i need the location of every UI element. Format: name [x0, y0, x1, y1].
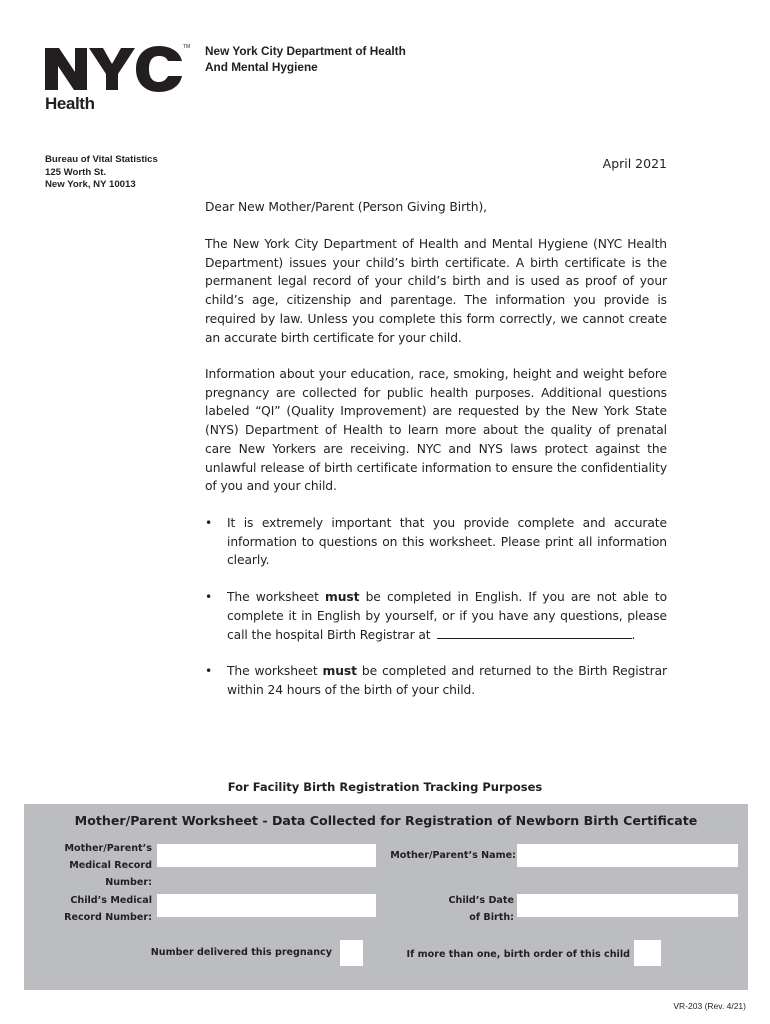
- bullet-symbol: •: [205, 590, 213, 605]
- paragraph-1-text: The New York City Department of Health and Mental Hygiene (NYC Health Department) issues your child’s birth certificate. A birth certificate is the permanent legal record of your child’s birth and is used as proof of your child’s age, citizenship and parentage. The information you provide is required by law. Unless you complete this form correctly, we cannot create an accurate birth certificate for your child.: [205, 237, 667, 345]
- bullet-2-post: be completed in English. If you are not able to complete it in English by yourself, or if you have any questions, please call the hospital Birth Registrar at: [227, 590, 668, 642]
- bullet-2-end: .: [631, 627, 636, 642]
- mother-mrn-label: [24, 840, 152, 891]
- worksheet-title: Mother/Parent Worksheet - Data Collected for Registration of Newborn Birth Certificate: [74, 813, 698, 828]
- address-line-3: New York, NY 10013: [45, 179, 136, 190]
- mother-mrn-label-line-2: Medical Record: [69, 860, 152, 871]
- bullet-3-post: be completed and returned to the Birth Registrar within 24 hours of the birth of your child.: [227, 664, 667, 697]
- bullet-item-3: [205, 662, 667, 699]
- paragraph-2-text: Information about your education, race, smoking, height and weight before pregnancy are collected for public health purposes. Additional questions labeled “QI” (Quality Improvement) are requested by the New York State (NYS) Department of Health to learn more about the quality of prenatal care New Yorkers are receiving. NYC and NYS laws protect against the unlawful release of birth certificate information to ensure the confidentiality of you and your child.: [205, 367, 667, 494]
- bullet-3-bold: must: [322, 664, 357, 679]
- trademark-mark: TM: [183, 44, 191, 50]
- bullet-2-pre: The worksheet: [227, 590, 325, 605]
- bullet-item-1: [205, 514, 667, 570]
- department-line-1: New York City Department of Health: [205, 44, 406, 58]
- mother-name-input[interactable]: [517, 844, 738, 867]
- salutation-text: Dear New Mother/Parent (Person Giving Birth),: [205, 200, 487, 214]
- child-mrn-label-line-1: Child’s Medical: [70, 895, 152, 906]
- nyc-logo-mark: [45, 44, 183, 94]
- mother-name-label: Mother/Parent’s Name:: [390, 850, 516, 861]
- logo-health-text: Health: [45, 94, 95, 113]
- child-dob-input[interactable]: [517, 894, 738, 917]
- bureau-address: [45, 154, 205, 192]
- form-number: VR-203 (Rev. 4/21): [673, 1001, 746, 1011]
- address-line-1: Bureau of Vital Statistics: [45, 154, 158, 165]
- bullet-1-text: It is extremely important that you provide complete and accurate information to questions on this worksheet. Please print all information clearly.: [227, 516, 667, 568]
- department-line-2: And Mental Hygiene: [205, 60, 318, 74]
- bullet-symbol: •: [205, 664, 213, 679]
- registrar-phone-blank[interactable]: [437, 626, 632, 639]
- address-line-2: 125 Worth St.: [45, 166, 107, 178]
- bullet-item-2: [205, 588, 667, 644]
- child-mrn-label: [24, 892, 152, 926]
- department-name: [205, 43, 505, 75]
- worksheet-panel: [24, 804, 748, 990]
- tracking-heading: For Facility Birth Registration Tracking Purposes: [227, 780, 543, 794]
- child-dob-label-line-1: Child’s Date: [448, 895, 514, 906]
- letter-date: April 2021: [602, 156, 667, 171]
- bullet-3-pre: The worksheet: [227, 664, 323, 679]
- child-mrn-input[interactable]: [157, 894, 376, 917]
- nyc-health-logo: [45, 44, 191, 114]
- number-delivered-label: Number delivered this pregnancy: [150, 947, 332, 958]
- mother-mrn-label-line-1: Mother/Parent’s: [64, 843, 152, 854]
- child-dob-label-line-2: of Birth:: [469, 912, 514, 923]
- child-dob-label: [376, 892, 514, 926]
- bullet-2-bold: must: [325, 590, 360, 605]
- child-mrn-label-line-2: Record Number:: [64, 912, 152, 923]
- number-delivered-input[interactable]: [340, 940, 363, 966]
- mother-mrn-input[interactable]: [157, 844, 376, 867]
- birth-order-input[interactable]: [634, 940, 661, 966]
- paragraph-2: [205, 365, 667, 496]
- bullet-list: [205, 514, 667, 700]
- bullet-3-text: [227, 662, 667, 699]
- bullet-2-text: [227, 588, 667, 644]
- bullet-symbol: •: [205, 516, 213, 530]
- paragraph-1: [205, 235, 667, 347]
- mother-mrn-label-line-3: Number:: [105, 877, 152, 888]
- salutation: [205, 198, 667, 217]
- birth-order-label: If more than one, birth order of this child: [406, 949, 630, 960]
